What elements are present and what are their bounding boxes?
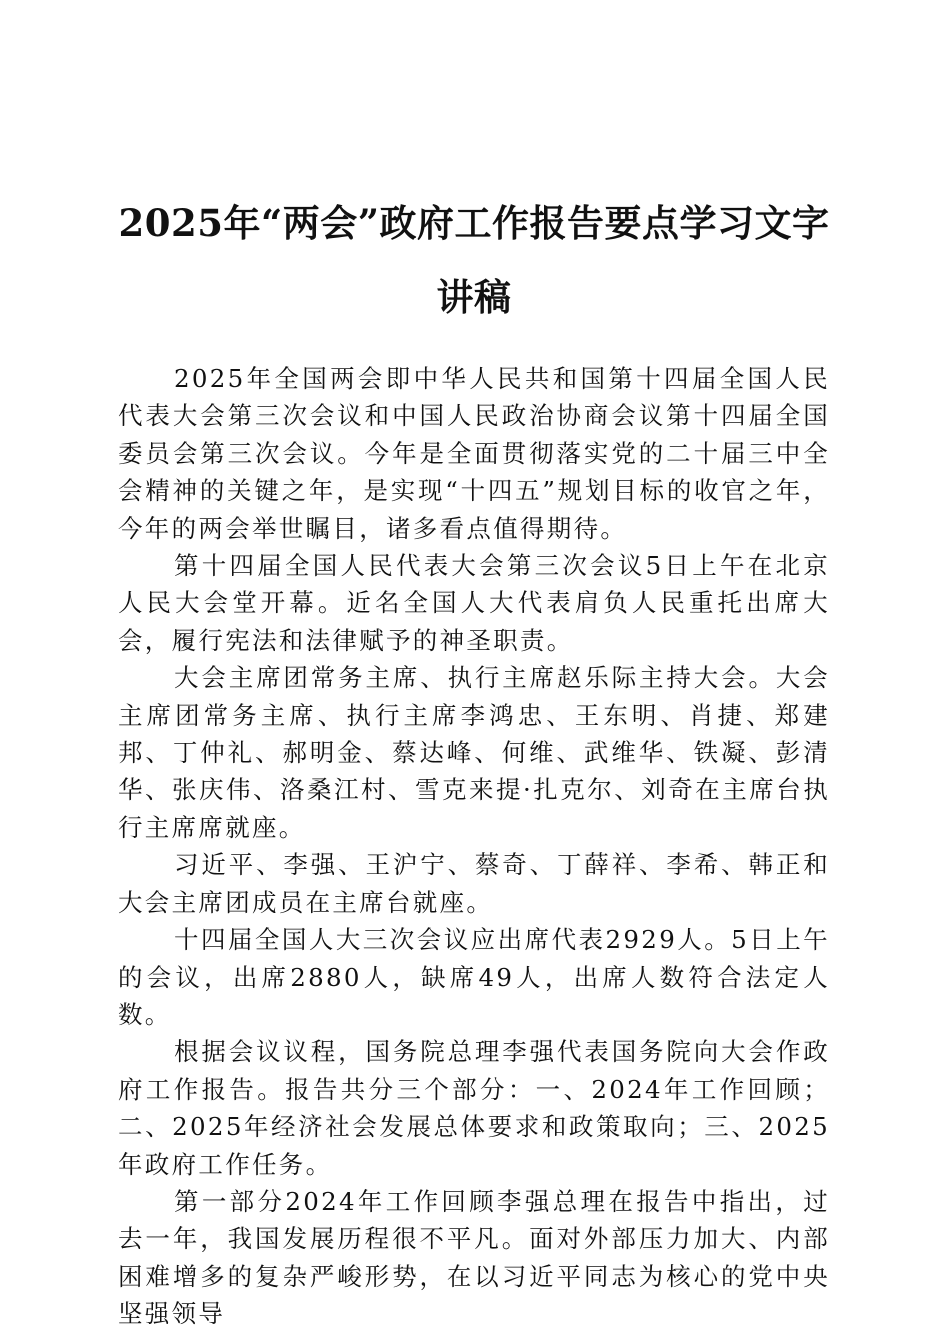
paragraph: 第十四届全国人民代表大会第三次会议5日上午在北京人民大会堂开幕。近名全国人大代表肩负人民重托出席大会，履行宪法和法律赋予的神圣职责。 bbox=[118, 551, 830, 655]
paragraph: 十四届全国人大三次会议应出席代表2929人。5日上午的会议，出席2880人，缺席49人，出席人数符合法定人数。 bbox=[118, 925, 830, 1029]
paragraph: 习近平、李强、王沪宁、蔡奇、丁薛祥、李希、韩正和大会主席团成员在主席台就座。 bbox=[118, 850, 830, 917]
document-title bbox=[118, 186, 830, 334]
title-line-1: 2025年“两会”政府工作报告要点学习文字 bbox=[118, 201, 830, 245]
paragraph: 第一部分2024年工作回顾李强总理在报告中指出，过去一年，我国发展历程很不平凡。面对外部压力加大、内部困难增多的复杂严峻形势，在以习近平同志为核心的党中央坚强领导 bbox=[118, 1186, 830, 1329]
paragraph: 2025年全国两会即中华人民共和国第十四届全国人民代表大会第三次会议和中国人民政治协商会议第十四届全国委员会第三次会议。今年是全面贯彻落实党的二十届三中全会精神的关键之年，是实现“十四五”规划目标的收官之年，今年的两会举世瞩目，诸多看点值得期待。 bbox=[118, 364, 830, 543]
paragraph: 大会主席团常务主席、执行主席赵乐际主持大会。大会主席团常务主席、执行主席李鸿忠、王东明、肖捷、郑建邦、丁仲礼、郝明金、蔡达峰、何维、武维华、铁凝、彭清华、张庆伟、洛桑江村、雪克来提·扎克尔、刘奇在主席台执行主席席就座。 bbox=[118, 663, 830, 842]
title-line-2: 讲稿 bbox=[436, 275, 512, 319]
document-body bbox=[118, 360, 830, 1333]
paragraph: 根据会议议程，国务院总理李强代表国务院向大会作政府工作报告。报告共分三个部分：一、2024年工作回顾；二、2025年经济社会发展总体要求和政策取向；三、2025年政府工作任务。 bbox=[118, 1037, 830, 1179]
